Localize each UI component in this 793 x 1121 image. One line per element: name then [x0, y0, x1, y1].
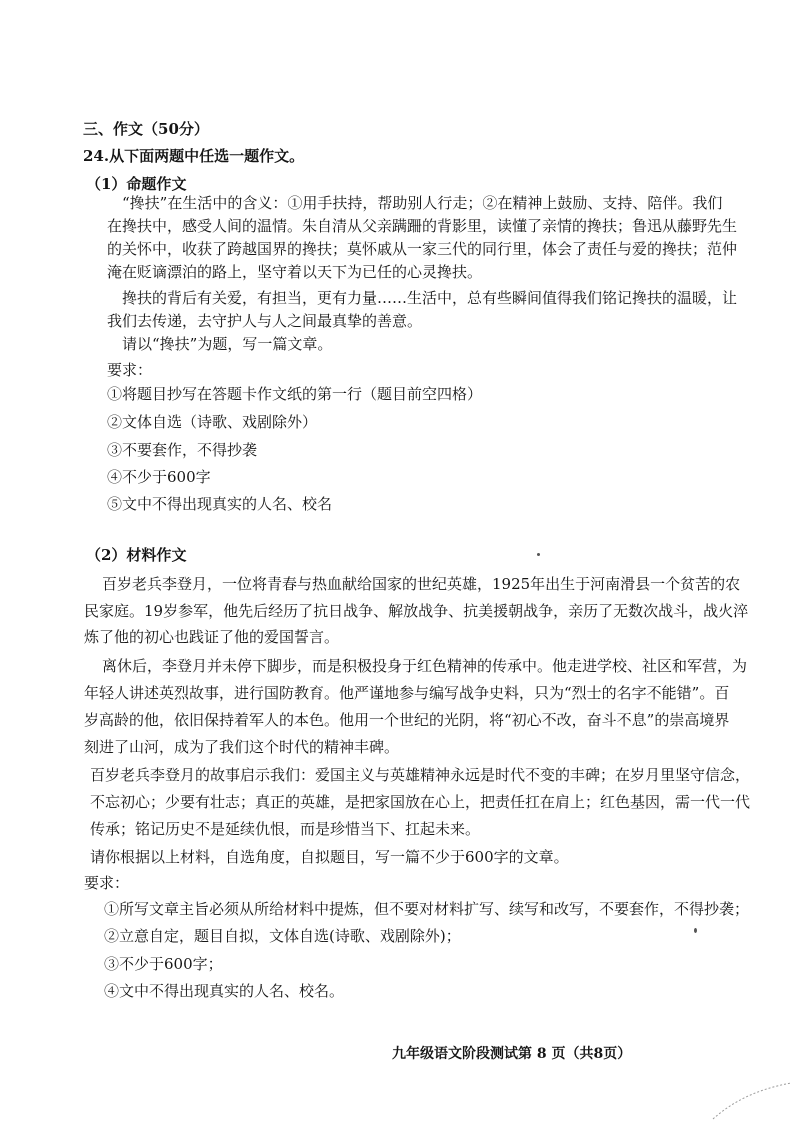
part2-instruction: 请你根据以上材料，自选角度，自拟题目，写一篇不少于600字的文章。 — [90, 848, 569, 866]
part2-p2-line3: 岁高龄的他，依旧保持着军人的本色。他用一个世纪的光阴，将“初心不改，奋斗不息”的崇高境界 — [84, 711, 730, 729]
part1-requirement-3: ③不要套作，不得抄袭 — [107, 441, 258, 459]
part1-requirements-label: 要求： — [107, 361, 153, 379]
part2-p2-line2: 年轻人讲述英烈故事，进行国防教育。他严谨地参与编写战争史料，只为“烈士的名字不能错”。百 — [84, 684, 730, 702]
part1-p1-line3: 的关怀中，收获了跨越国界的搀扶；莫怀戚从一家三代的同行里，体会了责任与爱的搀扶；范仲 — [107, 240, 738, 258]
part2-heading: （2）材料作文 — [86, 546, 187, 564]
part1-p2-line1: 搀扶的背后有关爱，有担当，更有力量……生活中，总有些瞬间值得我们铭记搀扶的温暖，让 — [122, 289, 738, 307]
scan-speck — [694, 928, 697, 933]
part1-requirement-5: ⑤文中不得出现真实的人名、校名 — [107, 495, 333, 513]
part2-requirements-label: 要求： — [84, 874, 130, 892]
part2-p1-line1: 百岁老兵李登月，一位将青春与热血献给国家的世纪英雄，1925年出生于河南滑县一个贫苦的农 — [102, 575, 741, 593]
page-footer: 九年级语文阶段测试第 8 页（共8页） — [392, 1046, 632, 1062]
part2-requirement-1: ①所写文章主旨必须从所给材料中提炼，但不要对材料扩写、续写和改写，不要套作，不得抄袭； — [104, 900, 750, 918]
part1-heading: （1）命题作文 — [86, 175, 187, 193]
part1-requirement-2: ②文体自选（诗歌、戏剧除外） — [107, 413, 318, 431]
section-title: 三、作文（50分） — [83, 120, 209, 138]
part1-instruction: 请以“搀扶”为题，写一篇文章。 — [122, 335, 333, 353]
part1-p1-line2: 在搀扶中，感受人间的温情。朱自清从父亲蹒跚的背影里，读懂了亲情的搀扶；鲁迅从藤野先生 — [107, 217, 738, 235]
part2-p2-line1: 离休后，李登月并未停下脚步，而是积极投身于红色精神的传承中。他走进学校、社区和军营，为 — [102, 657, 748, 675]
part1-p1-line1: “搀扶”在生活中的含义：①用手扶持，帮助别人行走；②在精神上鼓励、支持、陪伴。我们 — [122, 194, 723, 212]
part2-p1-line3: 炼了他的初心也践证了他的爱国誓言。 — [84, 628, 340, 646]
part2-requirement-3: ③不少于600字； — [104, 955, 223, 973]
part1-p1-line4: 淹在贬谪漂泊的路上，坚守着以天下为已任的心灵搀扶。 — [107, 263, 483, 281]
part1-p2-line2: 我们去传递，去守护人与人之间最真挚的善意。 — [107, 312, 423, 330]
part1-requirement-4: ④不少于600字 — [107, 468, 211, 486]
part2-requirement-4: ④文中不得出现真实的人名、校名。 — [104, 982, 345, 1000]
part2-p3-line3: 传承；铭记历史不是延续仇恨，而是珍惜当下、扛起未来。 — [90, 820, 481, 838]
part2-p3-line2: 不忘初心；少要有壮志；真正的英雄，是把家国放在心上，把责任扛在肩上；红色基因，需一代一代 — [90, 793, 751, 811]
scan-edge-curve — [703, 1071, 793, 1121]
part1-requirement-1: ①将题目抄写在答题卡作文纸的第一行（题目前空四格） — [107, 385, 483, 403]
scan-speck — [537, 553, 540, 556]
question-prompt: 24.从下面两题中任选一题作文。 — [83, 147, 305, 165]
part2-requirement-2: ②立意自定，题目自拟，文体自选(诗歌、戏剧除外)； — [104, 927, 461, 945]
part2-p1-line2: 民家庭。19岁参军，他先后经历了抗日战争、解放战争、抗美援朝战争，亲历了无数次战斗，战火淬 — [84, 602, 749, 620]
part2-p3-line1: 百岁老兵李登月的故事启示我们：爱国主义与英雄精神永远是时代不变的丰碑；在岁月里坚守信念， — [90, 766, 751, 784]
part2-p2-line4: 刻进了山河，成为了我们这个时代的精神丰碑。 — [84, 738, 400, 756]
